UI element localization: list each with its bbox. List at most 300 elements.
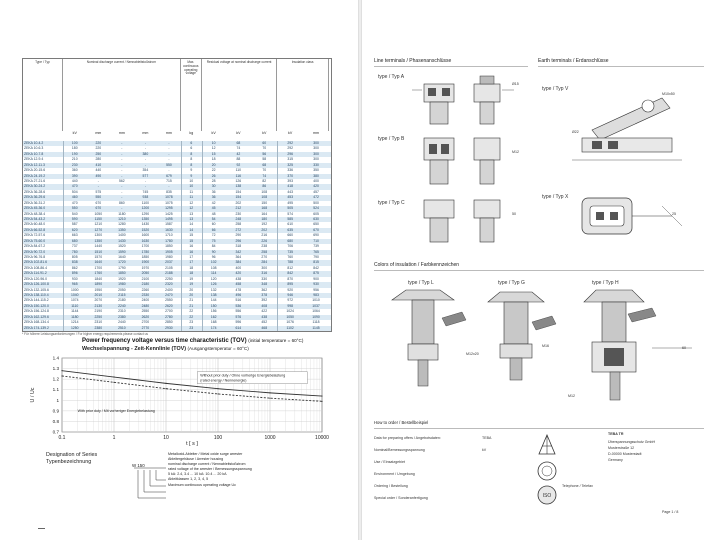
table-cell: ZEKA 132-105.6	[24, 287, 49, 292]
table-cell: 250	[95, 151, 102, 156]
type-x-label: type / Typ X	[542, 194, 569, 200]
dim-label-9: M12	[568, 394, 575, 398]
table-cell: 150	[261, 200, 268, 205]
tower-logo-icon	[536, 434, 558, 456]
table-cell: 378	[261, 293, 268, 297]
table-cell: 74	[262, 173, 267, 178]
contact-label: Telephone / Telefax	[562, 484, 593, 488]
rule-left	[374, 66, 528, 67]
table-cell: 18	[211, 157, 216, 162]
x-tick-label: 1	[112, 435, 116, 441]
table-cell: 443	[287, 189, 293, 194]
table-cell: 1295	[165, 206, 173, 211]
table-cell: 84	[211, 244, 216, 249]
table-column-divider	[202, 141, 203, 331]
table-cell: 610	[287, 222, 293, 227]
table-cell: 2700	[165, 309, 173, 314]
table-cell: ZEKA 60-48.0	[24, 222, 46, 227]
table-cell: 663	[71, 233, 78, 238]
chart-title	[82, 338, 303, 344]
x-tick-label: 10000	[315, 435, 329, 441]
table-cell: 1790	[118, 265, 126, 270]
table-cell: 56	[262, 151, 267, 156]
x-axis-label: t [ s ]	[186, 441, 198, 446]
table-cell: 66	[211, 227, 216, 232]
table-cell: 1350	[118, 227, 126, 232]
table-cell: 422	[261, 309, 268, 314]
table-cell: 635	[287, 227, 293, 232]
table-cell: ZEKA 174-139.2	[24, 325, 49, 330]
table-cell: 258	[235, 222, 242, 227]
table-cell: 362	[261, 287, 268, 292]
table-cell: 270	[261, 255, 268, 259]
series-point	[321, 395, 322, 396]
table-cell: 1090	[312, 314, 320, 319]
table-cell: 1074	[70, 298, 79, 303]
table-cell: 2780	[165, 314, 173, 319]
table-cell: 380	[142, 151, 149, 156]
table-cell: 1970	[141, 265, 150, 270]
table-cell: 496	[235, 293, 242, 297]
table-cell: 470	[71, 184, 78, 189]
table-cell: 805	[71, 255, 78, 259]
table-cell: 102	[210, 260, 217, 265]
table-cell: 1076	[286, 320, 294, 325]
table-cell: 220	[95, 141, 102, 145]
table-cell: 788	[287, 260, 293, 265]
y-tick-label: 1.4	[52, 355, 59, 361]
type-h-label: type / Typ H	[592, 280, 619, 286]
table-cell: 516	[235, 298, 242, 303]
table-cell: 17	[189, 255, 194, 259]
table-cell: ZEKA 12-9.4	[24, 157, 44, 162]
table-cell: 590	[71, 217, 78, 221]
order-info-line: Ordering / Bestellung	[374, 484, 408, 488]
table-header-cell: Type / Typ	[23, 59, 63, 131]
table-cell: 815	[313, 260, 319, 265]
chart-title-text: Power frequency voltage versus time characteristic (TOV)	[82, 338, 247, 344]
table-cell: 300	[313, 157, 319, 162]
x-tick-label: 100	[213, 435, 223, 441]
table-cell: 2620	[141, 314, 150, 319]
table-cell: 2620	[165, 303, 173, 308]
table-cell: ZEKA 126-100.8	[24, 282, 49, 287]
table-cell: 45	[211, 206, 216, 211]
table-cell: 15	[189, 233, 194, 238]
y-tick-label: 0.9	[52, 408, 59, 414]
table-cell: 1630	[165, 227, 173, 232]
table-cell: 15	[189, 238, 194, 243]
table-cell: 1430	[118, 238, 126, 243]
series-point	[113, 382, 114, 383]
type-g-label: type / Typ G	[498, 280, 525, 286]
table-cell: 2070	[94, 298, 103, 303]
table-cell: 11	[189, 189, 194, 194]
table-cell: 860	[119, 200, 125, 205]
table-cell: -	[121, 173, 123, 178]
table-cell: 790	[313, 255, 319, 259]
table-cell: 1700	[94, 265, 103, 270]
table-cell: 920	[287, 287, 293, 292]
table-cell: 42	[211, 200, 216, 205]
dim-label-7: M12x20	[466, 352, 479, 356]
table-cell: 1075	[165, 200, 173, 205]
table-unit-cell: kg	[189, 131, 194, 135]
dim-label-4: M10x50	[662, 92, 675, 96]
table-cell: 1040	[70, 293, 79, 297]
table-cell: 16	[189, 249, 194, 254]
table-cell: 400	[313, 179, 319, 183]
table-cell: 12	[189, 200, 194, 205]
table-cell: 1905	[165, 249, 173, 254]
table-cell: 2930	[165, 325, 173, 330]
table-cell: 1064	[312, 309, 320, 314]
table-cell: 392	[261, 298, 268, 303]
table-cell: 998	[287, 303, 293, 308]
table-cell: 14	[189, 222, 194, 227]
table-cell: 12	[189, 206, 194, 211]
table-cell: 156	[210, 309, 217, 314]
table-cell: 1570	[94, 255, 103, 259]
x-tick-label: 0.1	[58, 435, 66, 441]
table-header-cell: Insulation class	[277, 59, 329, 131]
table-cell: 536	[235, 303, 242, 308]
table-cell: 20	[189, 293, 194, 297]
table-cell: 1850	[141, 255, 150, 259]
table-cell: -	[121, 151, 123, 156]
table-cell: 168	[261, 206, 268, 211]
table-cell: 180	[261, 217, 268, 221]
table-cell: 2050	[118, 287, 126, 292]
table-cell: 18	[189, 271, 194, 276]
table-cell: 23	[189, 325, 194, 330]
table-cell: 164	[261, 211, 268, 216]
table-cell: 108	[261, 189, 268, 194]
table-cell: 2260	[141, 287, 150, 292]
table-cell: ZEKA 12-11.3	[24, 162, 45, 167]
designation-title: Designation of Series	[46, 452, 98, 458]
table-cell: 342	[235, 249, 242, 254]
y-tick-label: 1	[56, 397, 59, 403]
table-cell: 19	[189, 282, 194, 287]
table-cell: 19	[189, 276, 194, 281]
table-cell: -	[121, 162, 123, 167]
order-info-value: TEBA	[482, 436, 492, 440]
table-cell: 168	[210, 320, 217, 325]
rule-order	[374, 428, 704, 429]
legend-lower: With prior duty / Mit vorheriger Energiebelastung	[77, 408, 155, 413]
designation-line: 5 kA: 2.4, 3.4 ... 10 kA: 10.4 ... 20 kA	[168, 472, 227, 477]
table-cell: 212	[235, 206, 242, 211]
table-cell: 490	[95, 173, 102, 178]
table-cell: 1780	[165, 238, 173, 243]
table-cell: 70	[262, 168, 267, 173]
order-info-line: Environment / Umgebung	[374, 472, 415, 476]
table-cell: 2180	[141, 282, 150, 287]
table-cell: 315	[287, 157, 293, 162]
table-cell: 126	[235, 179, 242, 183]
table-cell: 1440	[94, 244, 103, 249]
table-cell: 1980	[118, 282, 126, 287]
table-cell: 453	[287, 195, 293, 200]
table-cell: 86	[262, 184, 267, 189]
table-cell: 300	[313, 151, 319, 156]
table-cell: -	[168, 151, 170, 156]
table-cell: 715	[166, 179, 172, 183]
table-cell: 1200	[141, 206, 150, 211]
table-cell: 956	[313, 287, 319, 292]
table-cell: 23	[189, 320, 194, 325]
table-cell: 202	[235, 200, 242, 205]
table-cell: 670	[95, 200, 102, 205]
table-cell: 1720	[118, 260, 126, 265]
legend-note: (rated energy / Nennenergie)	[200, 378, 247, 383]
designation-lines	[168, 452, 252, 488]
table-cell: -	[168, 168, 170, 173]
table-cell: 2550	[165, 298, 173, 303]
table-cell: 630	[313, 217, 319, 221]
table-cell: ZEKA 10-6.3	[24, 146, 44, 151]
table-cell: 2470	[165, 293, 173, 297]
table-cell: 10	[189, 179, 194, 183]
table-cell: 440	[95, 168, 102, 173]
rule-colors	[374, 270, 704, 271]
table-cell: 420	[313, 184, 319, 189]
designation-subtitle: Typenbezeichnung	[46, 459, 92, 465]
table-cell: 842	[313, 265, 319, 270]
table-cell: 272	[235, 227, 242, 232]
table-cell: 9	[190, 173, 193, 178]
table-cell: 120	[210, 276, 217, 281]
table-cell: 1150	[94, 217, 102, 221]
table-cell: 1510	[94, 249, 103, 254]
table-cell: 737	[71, 244, 78, 249]
table-cell: 983	[313, 293, 319, 297]
table-cell: -	[121, 168, 123, 173]
table-cell: 1850	[118, 271, 126, 276]
table-footnote: * Für höhere Leistungsanforderungen / For higher energy requirements please contact us	[22, 332, 148, 336]
table-cell: 660	[287, 233, 293, 238]
table-cell: 154	[235, 195, 242, 200]
table-cell: 22	[211, 168, 216, 173]
table-cell: 2440	[118, 320, 126, 325]
table-cell: -	[121, 189, 123, 194]
table-cell: 132	[210, 287, 217, 292]
tov-chart	[22, 352, 338, 446]
table-cell: 2240	[118, 303, 126, 308]
right-page	[362, 0, 720, 540]
series-point	[113, 376, 114, 377]
dim-label-3: 50	[512, 212, 516, 216]
table-cell: 292	[287, 146, 293, 151]
chart-subtitle-text: Wechselspannung - Zeit-Kennlinie (TOV)	[82, 346, 187, 352]
table-cell: 72	[211, 233, 216, 238]
table-cell: -	[144, 141, 146, 145]
table-cell: 230	[71, 162, 78, 167]
table-cell: 838	[71, 260, 78, 265]
table-cell: 318	[235, 244, 242, 249]
table-cell: 9	[190, 168, 193, 173]
table-cell: 930	[71, 276, 78, 281]
table-cell: 1145	[312, 325, 320, 330]
table-cell: 2400	[165, 287, 173, 292]
table-cell: 862	[71, 265, 78, 270]
table-cell: 1024	[286, 309, 294, 314]
table-cell: 540	[71, 211, 78, 216]
table-cell: ZEKA 168-134.4	[24, 320, 49, 325]
table-cell: 614	[235, 325, 242, 330]
table-cell: 70	[262, 146, 267, 151]
table-cell: -	[144, 146, 146, 151]
table-cell: 216	[261, 233, 268, 238]
table-cell: 1250	[70, 325, 79, 330]
table-cell: 116	[235, 173, 242, 178]
table-cell: ZEKA 36-29.6	[24, 195, 46, 200]
table-cell: -	[144, 184, 146, 189]
series-point	[269, 398, 270, 399]
table-cell: 576	[235, 314, 242, 319]
table-cell: 1210	[94, 222, 103, 227]
table-cell: 438	[261, 314, 268, 319]
order-info-line: Special order / Sonderanfertigung	[374, 496, 428, 500]
table-cell: 420	[235, 271, 242, 276]
designation-line: Metalloxid-Ableiter / Metal oxide surge arrester	[168, 452, 243, 456]
table-cell: 316	[261, 271, 268, 276]
table-cell: 1840	[94, 276, 103, 281]
designation-line: Maximum continuous operating voltage Uc	[168, 482, 236, 487]
table-cell: ZEKA 24-19.2	[24, 173, 46, 178]
table-cell: 68	[262, 162, 267, 167]
table-cell: 2010	[94, 293, 103, 297]
table-cell: 138	[210, 293, 217, 297]
table-cell: 8	[190, 162, 193, 167]
table-cell: 17	[189, 260, 194, 265]
table-cell: 2700	[141, 320, 150, 325]
table-cell: 575	[95, 189, 102, 194]
table-cell: 60	[211, 222, 216, 227]
table-cell: 284	[261, 260, 268, 265]
table-cell: 1980	[165, 255, 173, 259]
svg-text:ISO: ISO	[542, 493, 552, 499]
table-cell: 556	[235, 309, 242, 314]
table-cell: 1144	[71, 309, 79, 314]
line-terminals-title: Line terminals / Phasenanschlüsse	[374, 58, 452, 64]
earth-terminals-title: Earth terminals / Erdanschlüsse	[538, 58, 609, 64]
table-cell: 2480	[141, 303, 150, 308]
table-cell: 577	[142, 173, 149, 178]
table-header-cell: Residual voltage at nominal discharge current	[202, 59, 277, 131]
table-cell: 735	[287, 249, 293, 254]
order-info-value: kV	[482, 448, 487, 452]
y-tick-label: 0.7	[52, 429, 59, 435]
table-unit-cell: mm	[142, 131, 149, 135]
y-tick-label: 1.3	[52, 366, 59, 372]
table-cell: -	[144, 162, 146, 167]
table-cell: 300	[261, 265, 268, 270]
left-page	[0, 0, 358, 540]
table-cell: 470	[71, 200, 78, 205]
table-cell: 596	[235, 320, 242, 325]
table-cell: 585	[287, 217, 293, 221]
table-cell: 550	[95, 195, 102, 200]
table-cell: ZEKA 72-57.6	[24, 233, 46, 238]
table-cell: 587	[71, 222, 78, 227]
table-cell: 330	[313, 162, 319, 167]
y-tick-label: 1.1	[52, 387, 59, 393]
table-cell: 354	[142, 168, 149, 173]
table-cell: 457	[313, 189, 319, 194]
table-cell: 42	[236, 151, 241, 156]
table-cell: 679	[166, 173, 172, 178]
table-unit-cell: mm	[95, 131, 102, 135]
table-cell: 202	[261, 227, 268, 232]
table-unit-cell: kV	[262, 131, 267, 135]
table-cell: ZEKA 138-110.4	[24, 293, 49, 297]
table-cell: 2050	[141, 271, 150, 276]
table-cell: 114	[210, 271, 217, 276]
table-cell: 60	[262, 141, 267, 145]
table-cell: 1587	[165, 222, 173, 227]
table-cell: 1640	[118, 255, 126, 259]
iso-seal-icon	[536, 460, 558, 482]
type-b-drawing	[402, 132, 522, 188]
table-cell: 550	[71, 206, 78, 211]
table-cell: 1050	[286, 314, 294, 319]
series-point	[165, 388, 166, 389]
table-cell: 2770	[141, 325, 150, 330]
table-cell: 812	[287, 265, 293, 270]
table-cell: 180	[71, 146, 78, 151]
table-cell: 2330	[141, 293, 150, 297]
table-cell: 1270	[94, 227, 103, 232]
table-cell: ZEKA 30-24.2	[24, 184, 46, 189]
type-b-label: type / Typ B	[378, 136, 405, 142]
table-cell: 438	[235, 276, 242, 281]
insulator-drawings	[382, 288, 712, 408]
table-cell: -	[168, 146, 170, 151]
table-cell: 670	[95, 206, 102, 211]
table-cell: 900	[313, 276, 319, 281]
table-cell: 90	[211, 249, 216, 254]
table-cell: 220	[95, 146, 102, 151]
table-cell: 468	[261, 325, 268, 330]
table-cell: 6	[190, 141, 193, 145]
table-cell: 972	[287, 298, 293, 303]
series-point	[217, 388, 218, 389]
type-c-label: type / Typ C	[378, 200, 405, 206]
table-cell: 1590	[118, 249, 126, 254]
designation-line: nominal discharge current / Nennableitstoßstrom	[168, 462, 246, 467]
series-point	[217, 393, 218, 394]
table-cell: ZEKA 96-76.8	[24, 255, 46, 259]
table-cell: 21	[189, 298, 194, 303]
table-cell: 258	[261, 249, 268, 254]
dim-label-2: M12	[512, 150, 519, 154]
company-line: Musterstraße 12	[608, 446, 635, 450]
table-cell: 1102	[286, 325, 294, 330]
table-cell: 1210	[118, 217, 126, 221]
table-cell: 460	[71, 195, 78, 200]
table-cell: 1600	[141, 233, 150, 238]
table-cell: 410	[95, 162, 102, 167]
table-cell: 895	[287, 282, 293, 287]
table-cell: ZEKA 90-72.0	[24, 249, 46, 254]
table-cell: 2320	[165, 282, 173, 287]
table-cell: 1425	[165, 211, 173, 216]
company-line: Germany	[608, 458, 623, 462]
order-info-line: Nominal/Bemessungsspannung	[374, 448, 425, 452]
table-cell: 8	[190, 151, 193, 156]
